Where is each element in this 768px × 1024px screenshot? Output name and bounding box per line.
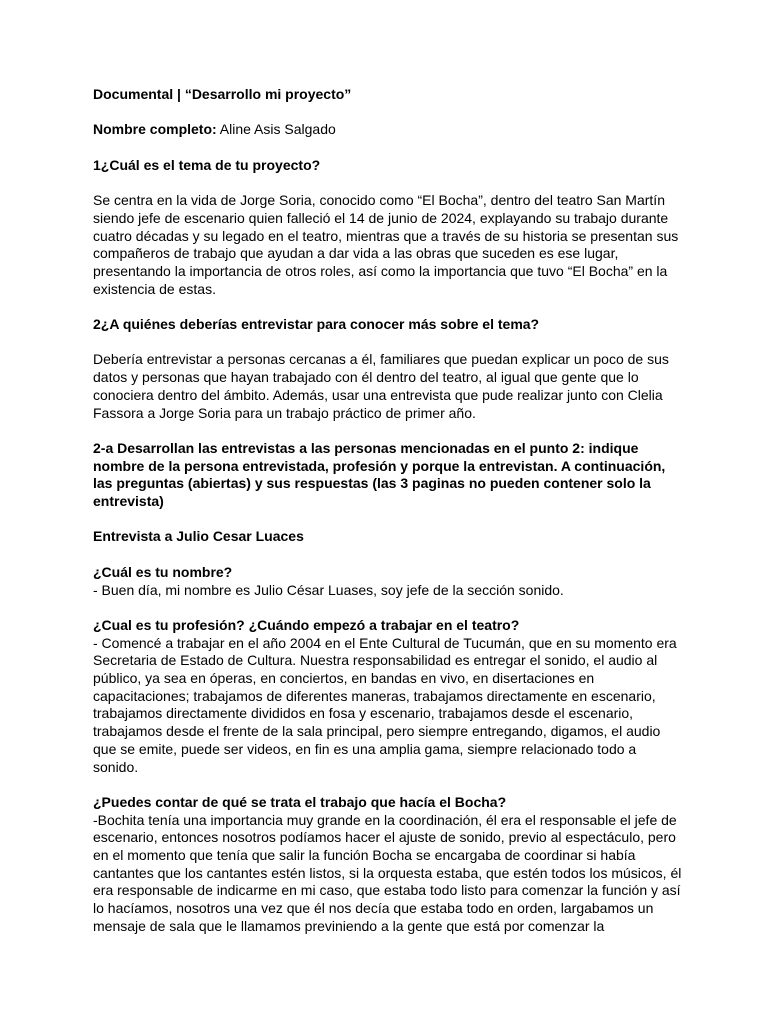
interview-question-2: ¿Cual es tu profesión? ¿Cuándo empezó a trabajar en el teatro?: [93, 616, 520, 633]
question-2: 2¿A quiénes deberías entrevistar para conocer más sobre el tema?: [93, 316, 540, 333]
interview-question-3: ¿Puedes contar de qué se trata el trabajo que hacía el Bocha?: [93, 793, 507, 810]
full-name-line: [93, 121, 683, 139]
spacer: [93, 104, 683, 122]
question-2a: 2-a Desarrollan las entrevistas a las personas mencionadas en el punto 2: indique nombre de la persona entrevistada, profesión y porque la entrevistan. A continuación, las preguntas (abiertas) y sus respuestas (las 3 paginas no pueden contener solo la entrevista): [93, 439, 666, 510]
spacer: [93, 511, 683, 529]
interview-title: Entrevista a Julio Cesar Luaces: [93, 528, 304, 545]
spacer: [93, 139, 683, 157]
spacer: [93, 546, 683, 564]
interview-answer-1: - Buen día, mi nombre es Julio César Luases, soy jefe de la sección sonido.: [93, 581, 564, 598]
interview-answer-3: -Bochita tenía una importancia muy grande en la coordinación, él era el responsable el jefe de escenario, entonces nosotros podíamos hacer el ajuste de sonido, previo al espectáculo, pero en el momento que tenía que salir la función Bocha se encargaba de coordinar si había cantantes que los cantantes estén listos, si la orquesta estaba, que estén todos los músicos, él era responsable de indicarme en mi caso, que estaba todo listo para comenzar la función y así lo hacíamos, nosotros una vez que él nos decía que estaba todo en orden, largabamos un mensaje de sala que le llamamos previniendo a la gente que está por comenzar la: [93, 811, 682, 934]
answer-1: Se centra en la vida de Jorge Soria, conocido como “El Bocha”, dentro del teatro San Martín siendo jefe de escenario quien falleció el 14 de junio de 2024, explayando su trabajo durante cuatro décadas y su legado en el teatro, mientras que a través de su historia se presentan sus compañeros de trabajo que ayudan a dar vida a las obras que suceden es ese lugar, presentando la importancia de otros roles, así como la importancia que tuvo “El Bocha” en la existencia de estas.: [93, 192, 679, 297]
document-page: [93, 86, 683, 936]
answer-2: Debería entrevistar a personas cercanas a él, familiares que puedan explicar un poco de sus datos y personas que hayan trabajado con él dentro del teatro, al igual que gente que lo conociera dentro del ámbito. Además, usar una entrevista que pude realizar junto con Clelia Fassora a Jorge Soria para un trabajo práctico de primer año.: [93, 351, 669, 421]
document-title: Documental | “Desarrollo mi proyecto”: [93, 86, 352, 102]
full-name-value: Aline Asis Salgado: [216, 121, 336, 138]
spacer: [93, 174, 683, 192]
full-name-label: Nombre completo:: [93, 121, 217, 138]
interview-question-1: ¿Cuál es tu nombre?: [93, 563, 233, 580]
spacer: [93, 422, 683, 440]
spacer: [93, 776, 683, 794]
interview-answer-2: - Comencé a trabajar en el año 2004 en el Ente Cultural de Tucumán, que en su momento era Secretaria de Estado de Cultura. Nuestra responsabilidad es entregar el sonido, el audio al público, ya sea en óperas, en conciertos, en bandas en vivo, en disertaciones en capacitaciones; trabajamos de diferentes maneras, trabajamos directamente en escenario, trabajamos directamente divididos en fosa y escenario, trabajamos desde el escenario, trabajamos desde el frente de la sala principal, pero siempre entregando, digamos, el audio que se emite, puede ser videos, en fin es una amplia gama, siempre relacionado todo a sonido.: [93, 634, 677, 775]
spacer: [93, 334, 683, 352]
spacer: [93, 298, 683, 316]
question-1: 1¿Cuál es el tema de tu proyecto?: [93, 156, 321, 173]
spacer: [93, 599, 683, 617]
